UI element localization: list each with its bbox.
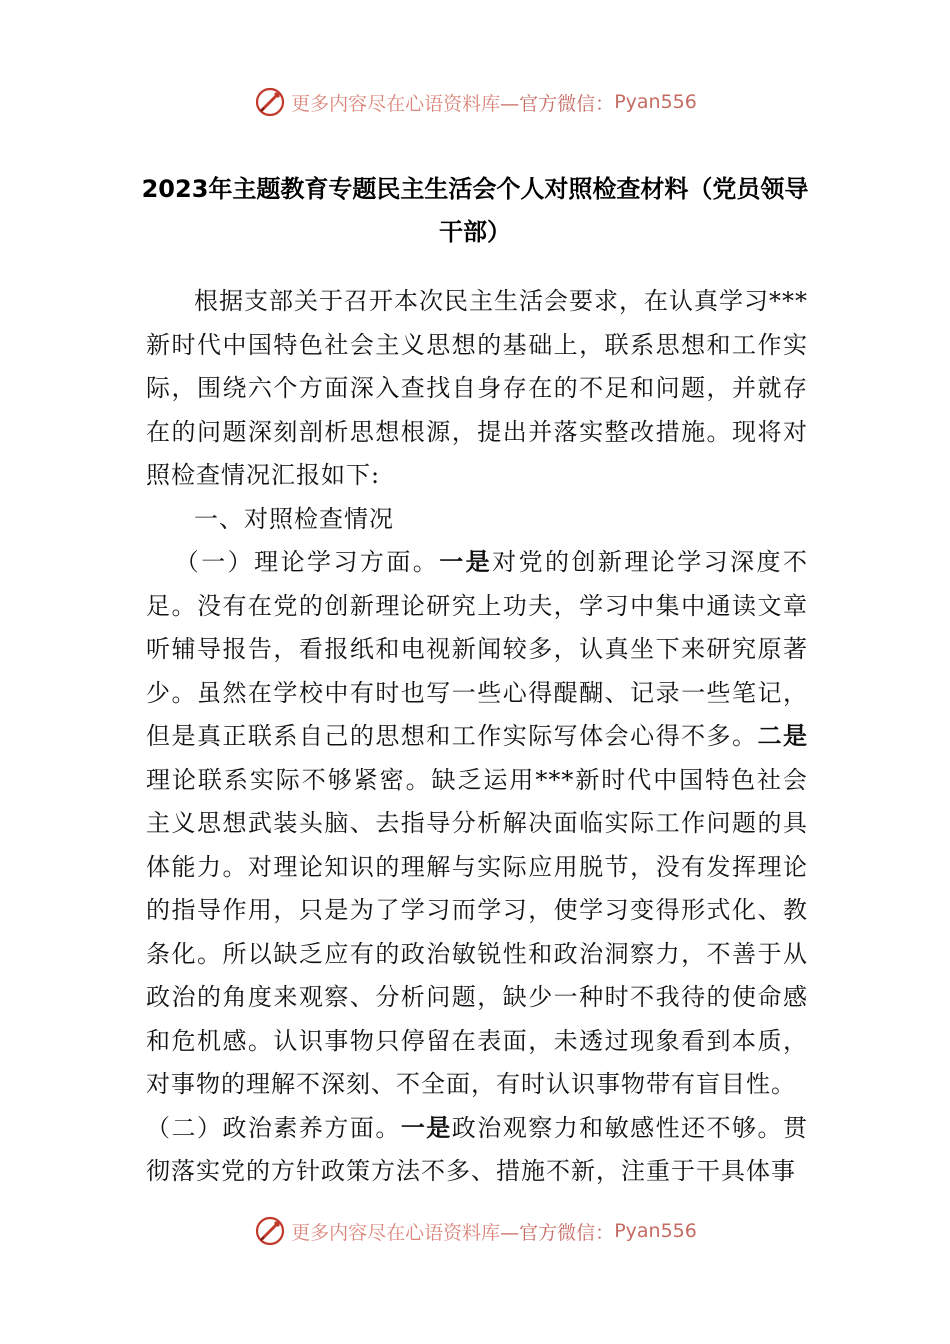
header-brand-text: 更多内容尽在心语资料库 <box>291 92 501 115</box>
document-body <box>146 280 808 1194</box>
theory-study-paragraph <box>146 541 808 1107</box>
footer-brand-text: 更多内容尽在心语资料库 <box>291 1221 501 1244</box>
document-title: 2023年主题教育专题民主生活会个人对照检查材料（党员领导干部） <box>141 175 809 246</box>
header-watermark-banner <box>0 82 950 122</box>
intro-paragraph: 根据支部关于召开本次民主生活会要求，在认真学习***新时代中国特色社会主义思想的基础上，联系思想和工作实际，围绕六个方面深入查找自身存在的不足和问题，并就存在的问题深刻剖析思想根源，提出并落实整改措施。现将对照检查情况汇报如下: <box>146 287 808 489</box>
header-wechat-id: Pyan556 <box>614 91 697 113</box>
point-two-lead: 二是 <box>757 722 809 750</box>
point-two-text: 理论联系实际不够紧密。缺乏运用***新时代中国特色社会主义思想武装头脑、去指导分析解决面临实际工作问题的具体能力。对理论知识的理解与实际应用脱节，没有发挥理论的指导作用，只是为了学习而学习，使学习变得形式化、教条化。所以缺乏应有的政治敏锐性和政治洞察力，不善于从政治的角度来观察、分析问题，缺少一种时不我待的使命感和危机感。认识事物只停留在表面，未透过现象看到本质，对事物的理解不深刻、不全面，有时认识事物带有盲目性。 <box>146 765 808 1098</box>
footer-wechat-label: —官方微信： <box>500 1221 615 1244</box>
political-point-one-text: 政治观察力和敏感性还不够。贯彻落实党的方针政策方法不多、措施不新，注重于干具体事 <box>146 1113 809 1185</box>
point-one-lead: 一是 <box>439 548 493 576</box>
political-point-one-lead: 一是 <box>400 1113 452 1142</box>
pen-seal-logo-icon <box>253 1214 287 1248</box>
political-literacy-prefix: （二）政治素养方面。 <box>146 1113 401 1142</box>
footer-watermark-banner <box>0 1211 950 1251</box>
header-wechat-label: —官方微信： <box>500 92 615 115</box>
theory-study-prefix: （一）理论学习方面。 <box>174 548 440 576</box>
pen-seal-logo-icon <box>253 85 287 119</box>
section-1-heading: 一、对照检查情况 <box>194 504 394 533</box>
political-literacy-paragraph <box>146 1107 808 1194</box>
point-one-text: 对党的创新理论学习深度不足。没有在党的创新理论研究上功夫，学习中集中通读文章听辅导报告，看报纸和电视新闻较多，认真坐下来研究原著少。虽然在学校中有时也写一些心得醍醐、记录一些笔记，但是真正联系自己的思想和工作实际写体会心得不多。 <box>146 548 809 750</box>
footer-wechat-id: Pyan556 <box>614 1220 697 1242</box>
